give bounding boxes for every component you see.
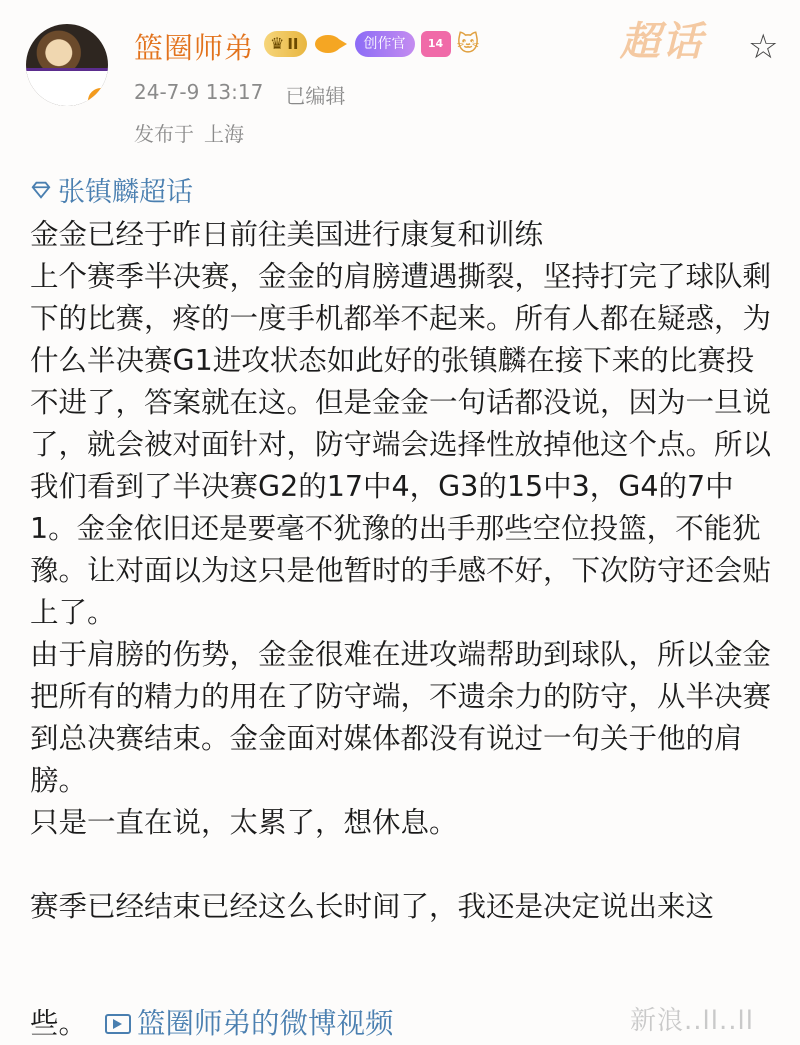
fish-icon[interactable] bbox=[313, 30, 349, 58]
topic-link[interactable] bbox=[30, 170, 193, 209]
avatar[interactable] bbox=[26, 24, 108, 106]
creator-medal[interactable] bbox=[355, 31, 415, 57]
post-body bbox=[30, 214, 780, 928]
paragraph-gap bbox=[30, 844, 780, 886]
post-meta-location bbox=[134, 118, 244, 147]
post-last-fragment: 些。 bbox=[30, 1007, 88, 1040]
user-medals bbox=[264, 28, 479, 60]
creator-medal-label: 创作官 bbox=[363, 36, 406, 52]
post-paragraph: 赛季已经结束已经这么长时间了，我还是决定说出来这 bbox=[30, 890, 715, 923]
edited-label: 已编辑 bbox=[285, 84, 346, 108]
post-meta-time bbox=[134, 80, 345, 109]
gem-medal[interactable]: 14 bbox=[421, 31, 451, 57]
diamond-icon bbox=[30, 179, 52, 201]
video-icon bbox=[105, 1014, 131, 1034]
level-medal-label: II bbox=[287, 35, 299, 53]
post-timestamp: 24-7-9 13:17 bbox=[134, 80, 264, 104]
post-paragraph: 由于肩膀的伤势，金金很难在进攻端帮助到球队，所以金金把所有的精力的用在了防守端，不遗余力的防守，从半决赛到总决赛结束。金金面对媒体都没有说过一句关于他的肩膀。 bbox=[30, 638, 772, 797]
video-link-label: 篮圈师弟的微博视频 bbox=[137, 1007, 394, 1040]
published-label: 发布于 bbox=[134, 122, 194, 146]
topic-label: 张镇麟超话 bbox=[58, 177, 193, 208]
post-paragraph: 只是一直在说，太累了，想休息。 bbox=[30, 806, 458, 839]
location-label: 上海 bbox=[204, 122, 244, 146]
post-paragraph: 上个赛季半决赛，金金的肩膀遭遇撕裂，坚持打完了球队剩下的比赛，疼的一度手机都举不起来。所有人都在疑惑，为什么半决赛G1进攻状态如此好的张镇麟在接下来的比赛投不进了，答案就在这。但是金金一句话都没说，因为一旦说了，就会被对面针对，防守端会选择性放掉他这个点。所以我们看到了半决赛G2的17中4，G3的15中3，G4的7中1。金金依旧还是要毫不犹豫的出手那些空位投篮，不能犹豫。让对面以为这只是他暂时的手感不好，下次防守还会贴上了。 bbox=[30, 260, 772, 629]
chaohua-logo: 超话 bbox=[620, 19, 704, 65]
post-header bbox=[0, 0, 800, 160]
post-paragraph: 金金已经于昨日前往美国进行康复和训练 bbox=[30, 218, 544, 251]
star-icon[interactable]: ☆ bbox=[748, 27, 779, 67]
level-medal[interactable] bbox=[264, 31, 307, 57]
username[interactable]: 篮圈师弟 bbox=[134, 31, 255, 65]
verified-badge: V bbox=[86, 86, 108, 106]
crown-icon: ♛ bbox=[270, 34, 285, 53]
cat-icon[interactable]: 🐱 bbox=[456, 31, 480, 57]
watermark: 新浪..ll..ll bbox=[630, 1006, 754, 1036]
